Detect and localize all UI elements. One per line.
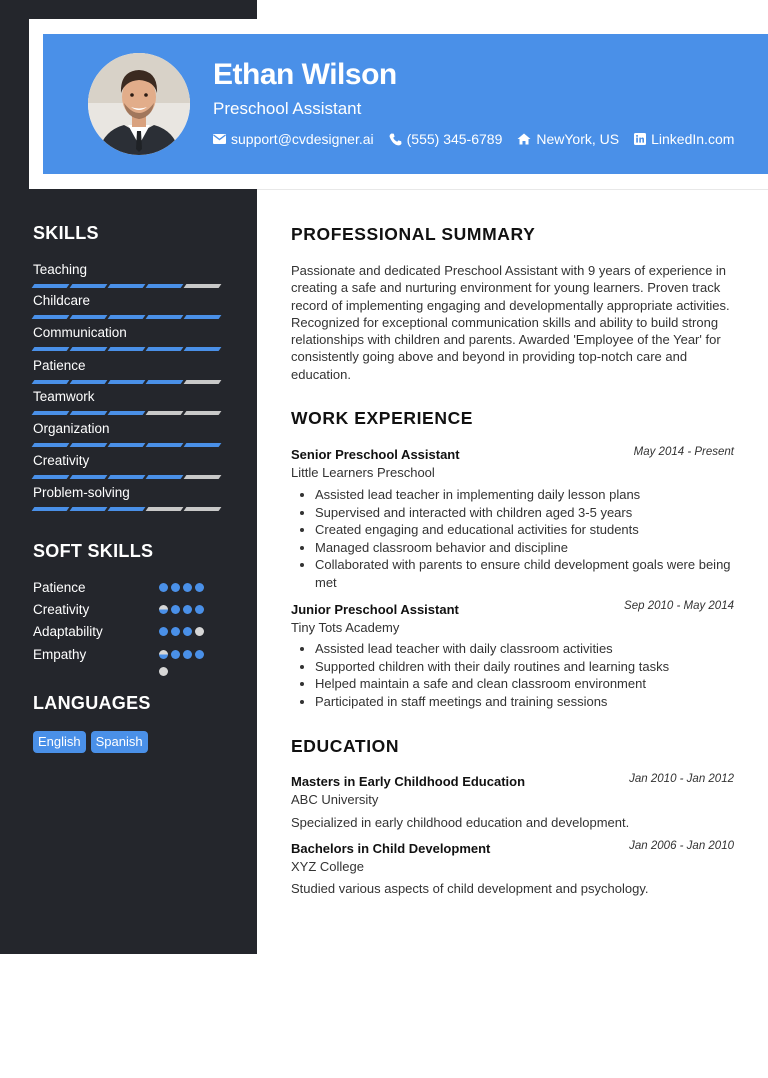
job-company: Little Learners Preschool <box>291 465 435 480</box>
contact-email[interactable] <box>213 131 374 147</box>
skill-label: Patience <box>33 358 86 373</box>
rating-dot <box>171 583 180 592</box>
avatar <box>88 53 190 155</box>
school-name: XYZ College <box>291 859 364 874</box>
education-title: EDUCATION <box>291 736 400 756</box>
contact-location <box>517 131 619 147</box>
job-bullets <box>291 640 737 710</box>
skill-bar-segment <box>146 380 184 384</box>
skill-bars <box>33 411 223 415</box>
envelope-icon <box>213 134 226 144</box>
skill-bars <box>33 284 223 288</box>
degree-description: Studied various aspects of child development and psychology. <box>291 881 649 896</box>
skill-bar-segment <box>32 284 70 288</box>
skill-bar-segment <box>32 315 70 319</box>
rating-dot <box>171 650 180 659</box>
soft-skill-dots <box>159 627 204 636</box>
list-item: • Participated in staff meetings and training sessions <box>315 693 737 711</box>
rating-dot <box>183 627 192 636</box>
list-item: • Supported children with their daily routines and learning tasks <box>315 658 737 676</box>
list-item: • Managed classroom behavior and discipline <box>315 539 737 557</box>
profile-photo-icon <box>88 53 190 155</box>
skill-bar-segment <box>108 443 146 447</box>
skill-item <box>33 389 223 415</box>
rating-dot <box>171 605 180 614</box>
skill-bar-segment <box>32 507 70 511</box>
skill-bar-segment <box>184 347 222 351</box>
experience-title: WORK EXPERIENCE <box>291 408 474 428</box>
school-name: ABC University <box>291 792 379 807</box>
degree-date: Jan 2010 - Jan 2012 <box>629 773 734 785</box>
job-date: Sep 2010 - May 2014 <box>624 600 734 612</box>
language-list <box>33 731 148 753</box>
skill-bar-segment <box>108 380 146 384</box>
skill-item <box>33 325 223 351</box>
skill-item <box>33 358 223 384</box>
skill-bar-segment <box>146 507 184 511</box>
rating-dot <box>183 605 192 614</box>
skill-bar-segment <box>108 475 146 479</box>
skill-bar-segment <box>70 475 108 479</box>
job-company: Tiny Tots Academy <box>291 620 400 635</box>
rating-dot <box>195 605 204 614</box>
skill-bar-segment <box>184 475 222 479</box>
rating-dot <box>159 605 168 614</box>
skill-label: Creativity <box>33 453 90 468</box>
summary-text: Passionate and dedicated Preschool Assistant with 9 years of experience in creating a safe and nurturing environment for young learners. Proven track record of implementing engaging and developmentally appropriate activities. Recognized for exceptional communication skills and ability to build strong relationships with children and parents. Awarded 'Employee of the Year' for consistently going above and beyond in providing top-notch care and education. <box>291 263 730 382</box>
rating-dot <box>195 650 204 659</box>
rating-dot <box>195 627 204 636</box>
rating-dot <box>159 650 168 659</box>
skill-bar-segment <box>146 443 184 447</box>
home-icon <box>517 133 531 145</box>
skill-label: Teamwork <box>33 389 95 404</box>
skill-bars <box>33 507 223 511</box>
linkedin-text: LinkedIn.com <box>651 131 735 147</box>
soft-skill-label: Adaptability <box>33 624 103 639</box>
skill-bars <box>33 347 223 351</box>
degree-date: Jan 2006 - Jan 2010 <box>629 840 734 852</box>
skill-bar-segment <box>184 315 222 319</box>
skill-bar-segment <box>70 284 108 288</box>
job-title: Senior Preschool Assistant <box>291 447 460 462</box>
skill-bar-segment <box>32 443 70 447</box>
soft-skill-label: Patience <box>33 580 86 595</box>
skill-label: Childcare <box>33 293 91 308</box>
list-item: • Created engaging and educational activities for students <box>315 521 737 539</box>
skill-bar-segment <box>70 380 108 384</box>
job-date: May 2014 - Present <box>633 446 734 458</box>
skill-bar-segment <box>184 411 222 415</box>
skill-bar-segment <box>108 507 146 511</box>
phone-text: (555) 345-6789 <box>406 131 503 147</box>
soft-skill-dots <box>159 605 204 614</box>
soft-skill-dots <box>159 650 204 659</box>
skill-item <box>33 453 223 479</box>
soft-skill-label: Empathy <box>33 647 87 662</box>
skill-bar-segment <box>32 380 70 384</box>
soft-skill-label: Creativity <box>33 602 90 617</box>
list-item: • Collaborated with parents to ensure child development goals were being met <box>315 556 737 591</box>
contact-linkedin[interactable] <box>634 131 734 147</box>
job-bullets <box>291 486 737 591</box>
skill-bar-segment <box>184 507 222 511</box>
header-divider <box>257 189 768 190</box>
skill-bar-segment <box>70 411 108 415</box>
skill-bar-segment <box>32 347 70 351</box>
skill-bars <box>33 475 223 479</box>
skill-bar-segment <box>32 411 70 415</box>
skill-bar-segment <box>184 380 222 384</box>
skill-bar-segment <box>146 411 184 415</box>
summary-title: PROFESSIONAL SUMMARY <box>291 224 536 244</box>
list-item: • Supervised and interacted with children aged 3-5 years <box>315 504 737 522</box>
rating-dot <box>183 583 192 592</box>
skill-item <box>33 293 223 319</box>
skill-bar-segment <box>184 443 222 447</box>
list-item: • Helped maintain a safe and clean classroom environment <box>315 675 737 693</box>
phone-icon <box>389 133 402 146</box>
skill-item <box>33 421 223 447</box>
rating-dot <box>159 667 168 676</box>
skill-item <box>33 485 223 511</box>
soft-skills-title: SOFT SKILLS <box>33 541 154 561</box>
candidate-role: Preschool Assistant <box>213 99 362 118</box>
linkedin-icon <box>634 133 646 145</box>
skill-bars <box>33 443 223 447</box>
list-item: • Assisted lead teacher in implementing daily lesson plans <box>315 486 737 504</box>
job-title: Junior Preschool Assistant <box>291 602 459 617</box>
skill-bar-segment <box>70 347 108 351</box>
rating-dot <box>171 627 180 636</box>
skill-bar-segment <box>32 475 70 479</box>
list-item: • Assisted lead teacher with daily classroom activities <box>315 640 737 658</box>
skill-item <box>33 262 223 288</box>
skill-bar-segment <box>146 284 184 288</box>
skill-bar-segment <box>108 411 146 415</box>
skill-label: Communication <box>33 325 127 340</box>
degree-description: Specialized in early childhood education and development. <box>291 815 630 830</box>
skill-bar-segment <box>108 347 146 351</box>
skill-bar-segment <box>70 315 108 319</box>
rating-dot <box>159 627 168 636</box>
skill-bar-segment <box>108 315 146 319</box>
skill-label: Problem-solving <box>33 485 130 500</box>
languages-title: LANGUAGES <box>33 693 151 713</box>
skill-bar-segment <box>70 507 108 511</box>
soft-skill-dots <box>159 583 204 592</box>
skill-label: Organization <box>33 421 110 436</box>
skill-label: Teaching <box>33 262 88 277</box>
contact-bar <box>213 131 734 147</box>
degree-title: Bachelors in Child Development <box>291 841 491 856</box>
rating-dot <box>159 583 168 592</box>
language-badge: Spanish <box>91 731 148 753</box>
skill-bar-segment <box>184 284 222 288</box>
skill-bars <box>33 315 223 319</box>
degree-title: Masters in Early Childhood Education <box>291 774 526 789</box>
rating-dot <box>183 650 192 659</box>
skill-bars <box>33 380 223 384</box>
skill-bar-segment <box>146 315 184 319</box>
candidate-name: Ethan Wilson <box>213 58 397 91</box>
skill-bar-segment <box>108 284 146 288</box>
language-badge: English <box>33 731 86 753</box>
skill-bar-segment <box>146 475 184 479</box>
contact-phone[interactable] <box>389 131 503 147</box>
location-text: NewYork, US <box>536 131 620 147</box>
rating-dot <box>195 583 204 592</box>
skill-bar-segment <box>146 347 184 351</box>
skill-bar-segment <box>70 443 108 447</box>
email-text: support@cvdesigner.ai <box>231 131 374 147</box>
skills-title: SKILLS <box>33 223 99 243</box>
